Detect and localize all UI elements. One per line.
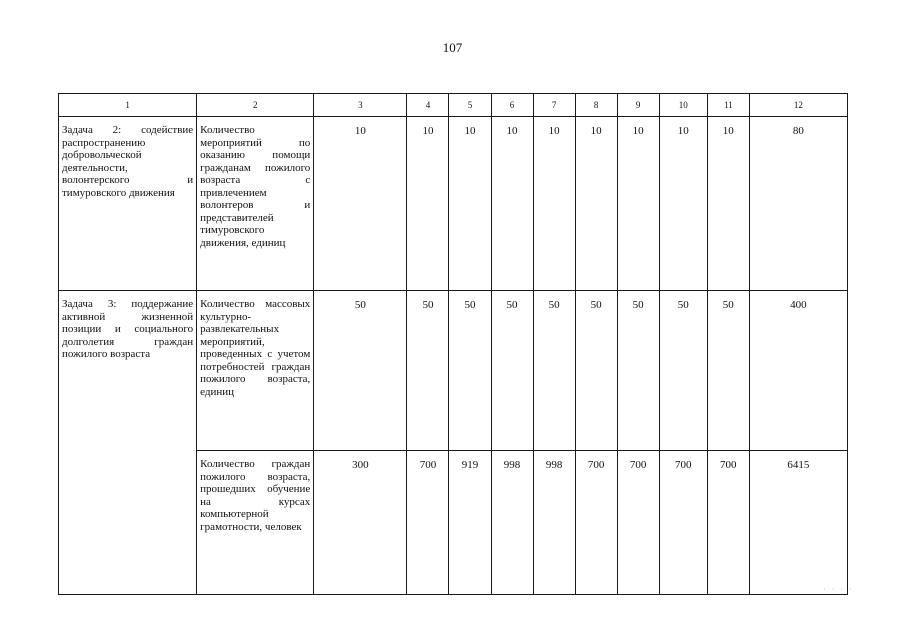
value-cell: 10 (491, 117, 533, 291)
value-cell: 50 (407, 291, 449, 451)
value-cell: 10 (407, 117, 449, 291)
value-cell: 50 (707, 291, 749, 451)
indicators-table (58, 93, 848, 595)
value-cell: 10 (533, 117, 575, 291)
column-header: 2 (197, 94, 314, 117)
value-cell: 10 (707, 117, 749, 291)
total-cell: 6415 (749, 451, 847, 595)
page-number: 107 (442, 40, 463, 55)
column-header: 10 (659, 94, 707, 117)
value-cell: 50 (659, 291, 707, 451)
column-header: 9 (617, 94, 659, 117)
value-cell: 10 (575, 117, 617, 291)
column-header: 8 (575, 94, 617, 117)
column-header: 12 (749, 94, 847, 117)
table-row (59, 117, 848, 291)
column-header: 1 (59, 94, 197, 117)
value-cell: 50 (575, 291, 617, 451)
value-cell: 50 (533, 291, 575, 451)
value-cell: 10 (449, 117, 491, 291)
indicator-cell: Количество массовых культурно-развлекательных мероприятий, проведенных с учетом потребностей граждан пожилого возраста, единиц (197, 291, 314, 451)
column-header: 11 (707, 94, 749, 117)
header-row (59, 94, 848, 117)
value-cell: 10 (659, 117, 707, 291)
indicator-cell: Количество мероприятий по оказанию помощи гражданам пожилого возраста с привлечением волонтеров и представителей тимуровского движения, единиц (197, 117, 314, 291)
value-cell: 50 (491, 291, 533, 451)
column-header: 7 (533, 94, 575, 117)
value-cell: 700 (707, 451, 749, 595)
value-cell: 998 (491, 451, 533, 595)
value-cell: 700 (617, 451, 659, 595)
task-cell: Задача 3: поддержание активной жизненной позиции и социального долголетия граждан пожилого возраста (59, 291, 197, 595)
table-row (59, 291, 848, 451)
value-cell: 700 (407, 451, 449, 595)
scan-artifact: · · · · (823, 585, 854, 594)
indicator-cell: Количество граждан пожилого возраста, прошедших обучение на курсах компьютерной грамотности, человек (197, 451, 314, 595)
value-cell: 300 (314, 451, 407, 595)
column-header: 6 (491, 94, 533, 117)
value-cell: 10 (314, 117, 407, 291)
value-cell: 50 (314, 291, 407, 451)
value-cell: 919 (449, 451, 491, 595)
value-cell: 10 (617, 117, 659, 291)
column-header: 5 (449, 94, 491, 117)
column-header: 3 (314, 94, 407, 117)
column-header: 4 (407, 94, 449, 117)
value-cell: 700 (659, 451, 707, 595)
total-cell: 400 (749, 291, 847, 451)
value-cell: 998 (533, 451, 575, 595)
value-cell: 50 (617, 291, 659, 451)
task-cell: Задача 2: содействие распространению добровольческой деятельности, волонтерского и тимуровского движения (59, 117, 197, 291)
total-cell: 80 (749, 117, 847, 291)
value-cell: 50 (449, 291, 491, 451)
value-cell: 700 (575, 451, 617, 595)
